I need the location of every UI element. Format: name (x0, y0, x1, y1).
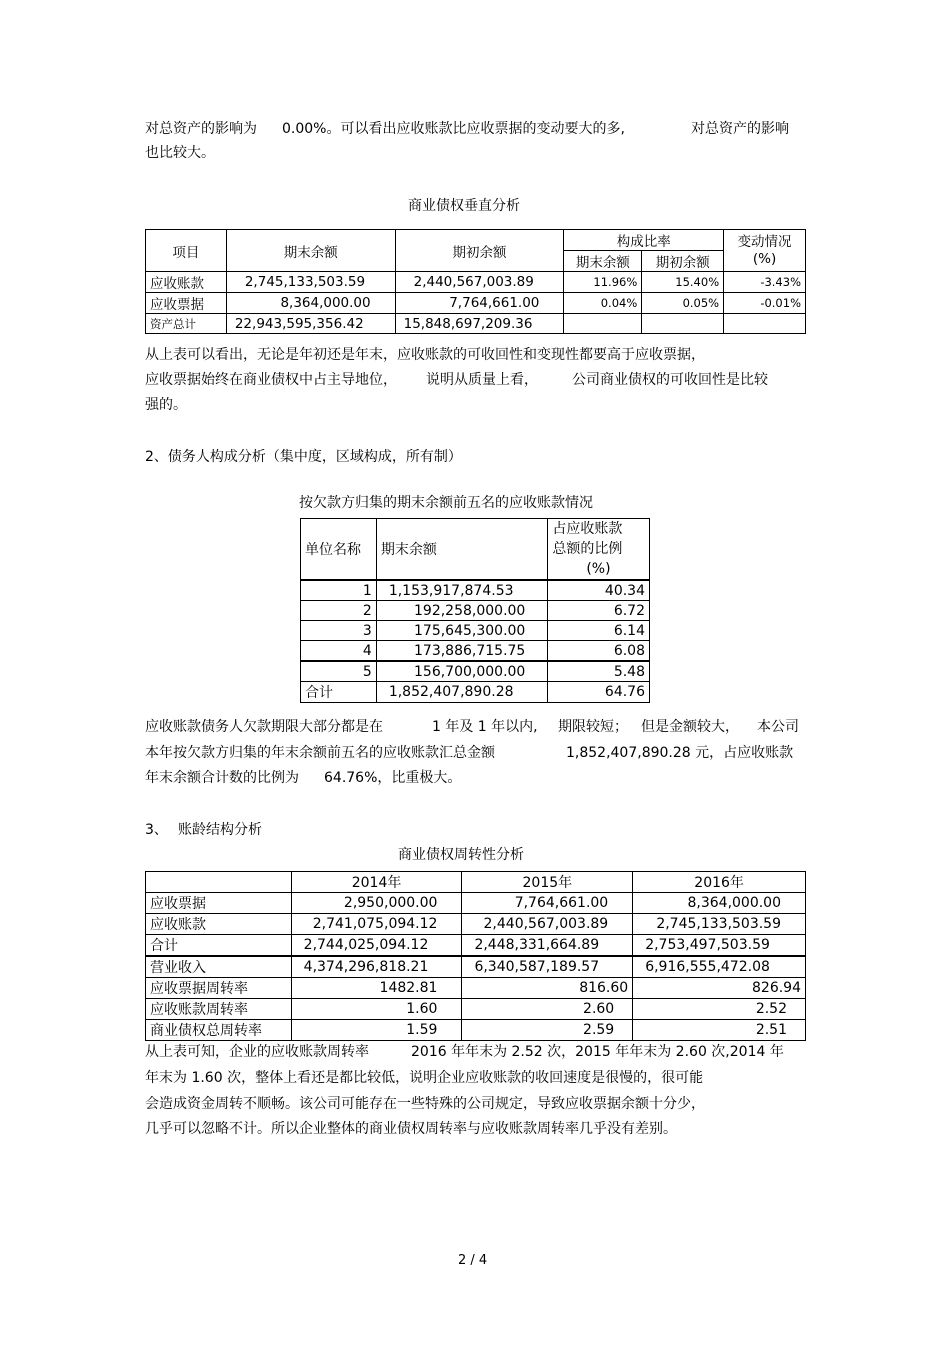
intro-l2: 也比较大。 (145, 145, 215, 161)
header-ratio-l3: (%) (586, 561, 611, 577)
table-row (146, 935, 806, 957)
row-no: 1 (301, 580, 377, 601)
row-value: 2.51 (633, 1020, 806, 1041)
header-ratio-begin: 期初余额 (642, 251, 724, 272)
row-value: 2.59 (462, 1020, 633, 1041)
row-name: 资产总计 (146, 314, 227, 334)
row-value: 6,340,587,189.57 (462, 956, 633, 978)
para3-l1b: 1 年及 1 年以内, (432, 719, 538, 735)
intro-l1b: 0.00%。可以看出应收账款比应收票据的变动要大的多, (282, 121, 625, 137)
header-year: 2016年 (633, 872, 806, 893)
total-ratio: 64.76 (548, 682, 650, 703)
row-value: 1.60 (291, 999, 462, 1020)
row-change: -0.01% (724, 293, 806, 314)
row-no: 4 (301, 641, 377, 662)
table-row (146, 956, 806, 978)
row-end: 22,943,595,356.42 (226, 314, 395, 334)
table-row-total (301, 682, 650, 703)
row-ratio-begin: 0.05% (642, 293, 724, 314)
para3-l3a: 年末余额合计数的比例为 (145, 770, 299, 786)
row-ratio-end: 0.04% (564, 293, 642, 314)
table-row (301, 641, 650, 662)
row-name: 应收账款 (146, 914, 292, 935)
table-row (146, 978, 806, 999)
table-row (301, 601, 650, 621)
para3-l1e: 本公司 (757, 719, 799, 735)
header-ratio-end: 期末余额 (564, 251, 642, 272)
para2-l2b: 说明从质量上看， (426, 372, 538, 388)
row-ratio-begin (642, 314, 724, 334)
header-unit: 单位名称 (301, 519, 377, 581)
intro-l1c: 对总资产的影响 (691, 121, 789, 137)
row-value: 2,753,497,503.59 (633, 935, 806, 957)
para2-l2c: 公司商业债权的可收回性是比较 (572, 372, 768, 388)
para4-l1a: 从上表可知，企业的应收账款周转率 (145, 1044, 369, 1060)
table-row (146, 999, 806, 1020)
row-change (724, 314, 806, 334)
para3-l2a: 本年按欠款方归集的年末余额前五名的应收账款汇总金额 (145, 745, 495, 761)
row-end: 8,364,000.00 (226, 293, 395, 314)
row-ratio-end (564, 314, 642, 334)
row-begin: 15,848,697,209.36 (395, 314, 564, 334)
para3-l1c: 期限较短； (558, 719, 628, 735)
vertical-table-title: 商业债权垂直分析 (408, 198, 520, 214)
para2-l1: 从上表可以看出，无论是年初还是年末，应收账款的可收回性和变现性都要高于应收票据， (145, 347, 705, 363)
row-amount: 1,153,917,874.53 (376, 580, 548, 601)
row-no: 2 (301, 601, 377, 621)
para3-l2b: 1,852,407,890.28 元，占应收账款 (566, 745, 794, 761)
total-amount: 1,852,407,890.28 (376, 682, 548, 703)
row-name: 应收票据 (146, 293, 227, 314)
row-name: 应收账款周转率 (146, 999, 292, 1020)
row-ratio: 6.08 (548, 641, 650, 662)
para4-l2: 年末为 1.60 次，整体上看还是都比较低，说明企业应收账款的收回速度是很慢的，很可能 (145, 1070, 704, 1086)
row-no: 5 (301, 661, 377, 682)
table-row (301, 661, 650, 682)
row-begin: 7,764,661.00 (395, 293, 564, 314)
top5-table-title: 按欠款方归集的期末余额前五名的应收账款情况 (299, 495, 593, 511)
row-amount: 156,700,000.00 (376, 661, 548, 682)
row-no: 3 (301, 621, 377, 641)
top5-table (300, 518, 650, 703)
row-value: 2,440,567,003.89 (462, 914, 633, 935)
total-label: 合计 (301, 682, 377, 703)
row-value: 4,374,296,818.21 (291, 956, 462, 978)
header-ratio-l1: 占应收账款 (552, 521, 623, 537)
table-row (146, 293, 806, 314)
header-ratio (548, 519, 650, 581)
row-amount: 192,258,000.00 (376, 601, 548, 621)
row-change: -3.43% (724, 272, 806, 293)
row-ratio: 6.14 (548, 621, 650, 641)
row-value: 2.60 (462, 999, 633, 1020)
header-change-label: 变动情况 (737, 233, 792, 250)
para3-l1a: 应收账款债务人欠款期限大部分都是在 (145, 719, 383, 735)
row-name: 应收账款 (146, 272, 227, 293)
turnover-table (145, 871, 806, 1041)
header-blank (146, 872, 292, 893)
row-value: 7,764,661.00 (462, 893, 633, 914)
table-row (146, 1020, 806, 1041)
row-name: 应收票据周转率 (146, 978, 292, 999)
header-change (724, 230, 806, 272)
header-year: 2015年 (462, 872, 633, 893)
row-value: 2,744,025,094.12 (291, 935, 462, 957)
para4-l3: 会造成资金周转不顺畅。该公司可能存在一些特殊的公司规定，导致应收票据余额十分少， (145, 1096, 705, 1112)
header-ratio-l2: 总额的比例 (552, 541, 623, 557)
row-ratio: 6.72 (548, 601, 650, 621)
row-name: 营业收入 (146, 956, 292, 978)
row-amount: 175,645,300.00 (376, 621, 548, 641)
header-item: 项目 (146, 230, 227, 272)
para4-l1b: 2016 年年末为 2.52 次，2015 年年末为 2.60 次,2014 年 (411, 1044, 784, 1060)
header-end-balance: 期末余额 (226, 230, 395, 272)
para4-l4: 几乎可以忽略不计。所以企业整体的商业债权周转率与应收账款周转率几乎没有差别。 (145, 1121, 677, 1137)
section3-heading: 账龄结构分析 (178, 822, 262, 838)
row-ratio: 40.34 (548, 580, 650, 601)
intro-l1a: 对总资产的影响为 (145, 121, 257, 137)
header-ratio: 构成比率 (564, 230, 724, 251)
row-value: 2.52 (633, 999, 806, 1020)
row-begin: 2,440,567,003.89 (395, 272, 564, 293)
row-name: 合计 (146, 935, 292, 957)
para2-l2a: 应收票据始终在商业债权中占主导地位， (145, 372, 397, 388)
table-row (146, 893, 806, 914)
para2-l3: 强的。 (145, 397, 187, 413)
header-year: 2014年 (291, 872, 462, 893)
section2-heading: 2、债务人构成分析（集中度，区域构成，所有制） (145, 449, 462, 465)
section3-heading-number: 3、 (145, 822, 168, 838)
row-value: 2,745,133,503.59 (633, 914, 806, 935)
turnover-table-title: 商业债权周转性分析 (398, 847, 524, 863)
row-value: 8,364,000.00 (633, 893, 806, 914)
header-begin-balance: 期初余额 (395, 230, 564, 272)
row-value: 6,916,555,472.08 (633, 956, 806, 978)
row-ratio-begin: 15.40% (642, 272, 724, 293)
row-value: 2,950,000.00 (291, 893, 462, 914)
row-ratio-end: 11.96% (564, 272, 642, 293)
row-value: 1482.81 (291, 978, 462, 999)
table-row (146, 914, 806, 935)
row-value: 2,741,075,094.12 (291, 914, 462, 935)
row-value: 816.60 (462, 978, 633, 999)
para3-l3b: 64.76%，比重极大。 (324, 770, 462, 786)
row-value: 2,448,331,664.89 (462, 935, 633, 957)
table-row (301, 621, 650, 641)
row-value: 826.94 (633, 978, 806, 999)
para3-l1d: 但是金额较大， (641, 719, 739, 735)
row-ratio: 5.48 (548, 661, 650, 682)
page-number: 2 / 4 (458, 1253, 488, 1268)
table-row (146, 314, 806, 334)
row-end: 2,745,133,503.59 (226, 272, 395, 293)
header-change-unit: (%) (752, 250, 777, 267)
row-amount: 173,886,715.75 (376, 641, 548, 662)
header-end-balance: 期末余额 (376, 519, 548, 581)
table-row (301, 580, 650, 601)
table-row (146, 272, 806, 293)
row-value: 1.59 (291, 1020, 462, 1041)
row-name: 应收票据 (146, 893, 292, 914)
vertical-analysis-table (145, 229, 806, 334)
row-name: 商业债权总周转率 (146, 1020, 292, 1041)
